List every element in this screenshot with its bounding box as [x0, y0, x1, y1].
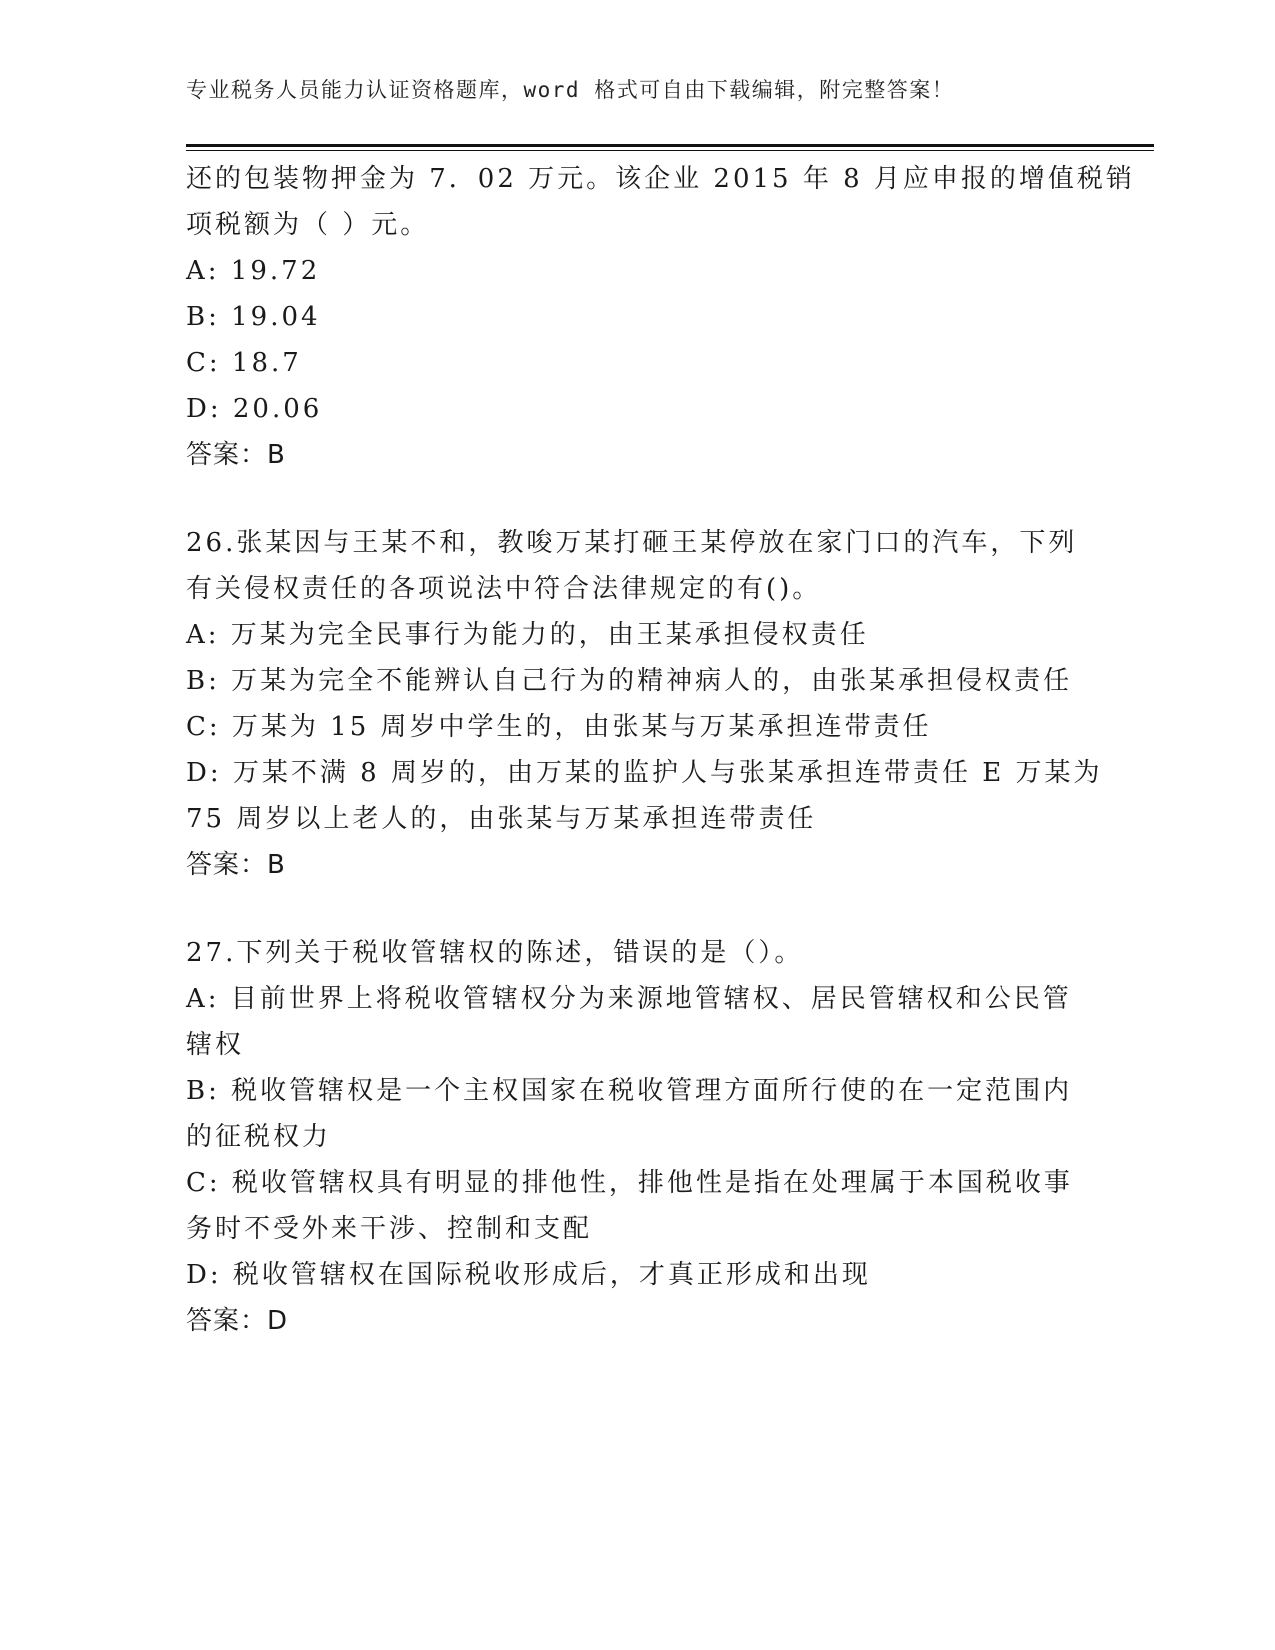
option-c: C: 万某为 15 周岁中学生的，由张某与万某承担连带责任	[186, 712, 932, 742]
option-b: B: 19.04	[186, 302, 321, 332]
option-d: D: 万某不满 8 周岁的，由万某的监护人与张某承担连带责任 E 万某为	[186, 758, 1103, 788]
question-26	[186, 520, 1103, 888]
spacer	[186, 888, 1086, 930]
option-a: A: 19.72	[186, 256, 321, 286]
option-d: D: 税收管辖权在国际税收形成后，才真正形成和出现	[186, 1260, 871, 1290]
option-c: C: 税收管辖权具有明显的排他性，排他性是指在处理属于本国税收事	[186, 1168, 1073, 1198]
answer: 答案：B	[186, 850, 286, 880]
option-d: D: 20.06	[186, 394, 323, 424]
question-27	[186, 930, 1086, 1344]
header-rule-thin	[186, 150, 1154, 151]
question-text-line: 有关侵权责任的各项说法中符合法律规定的有()。	[186, 574, 822, 604]
question-25	[186, 156, 1135, 478]
question-text-line: 还的包装物押金为 7．02 万元。该企业 2015 年 8 月应申报的增值税销	[186, 164, 1135, 194]
option-c-continued: 务时不受外来干涉、控制和支配	[186, 1214, 593, 1244]
question-text-line: 项税额为（ ）元。	[186, 210, 430, 240]
header-rule-thick	[186, 144, 1154, 147]
option-c: C: 18.7	[186, 348, 302, 378]
question-text-line: 27.下列关于税收管辖权的陈述，错误的是（）。	[186, 938, 804, 968]
option-a: A: 目前世界上将税收管辖权分为来源地管辖权、居民管辖权和公民管	[186, 984, 1072, 1014]
option-a-continued: 辖权	[186, 1030, 245, 1060]
answer: 答案：D	[186, 1306, 289, 1336]
option-b: B: 税收管辖权是一个主权国家在税收管理方面所行使的在一定范围内	[186, 1076, 1073, 1106]
document-content	[186, 156, 1135, 1344]
answer: 答案：B	[186, 440, 286, 470]
question-text-line: 26.张某因与王某不和，教唆万某打砸王某停放在家门口的汽车，下列	[186, 528, 1078, 558]
option-b: B: 万某为完全不能辨认自己行为的精神病人的，由张某承担侵权责任	[186, 666, 1073, 696]
spacer	[186, 478, 1086, 520]
option-d-continued: 75 周岁以上老人的，由张某与万某承担连带责任	[186, 804, 817, 834]
option-a: A: 万某为完全民事行为能力的，由王某承担侵权责任	[186, 620, 869, 650]
option-b-continued: 的征税权力	[186, 1122, 332, 1152]
page-header: 专业税务人员能力认证资格题库，word 格式可自由下载编辑，附完整答案！	[186, 78, 955, 102]
